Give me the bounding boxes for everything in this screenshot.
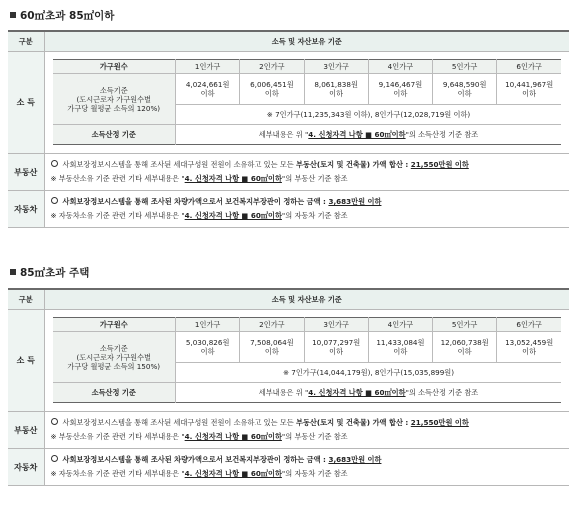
text-ref: 4. 신청자격 나항 ■ 60㎡이하 xyxy=(184,211,282,220)
col-header-category: 구분 xyxy=(8,289,44,310)
car-line-1 xyxy=(51,455,566,465)
income-value-5 xyxy=(433,332,497,363)
text-bold: 보건복지부장관이 정하는 금액 xyxy=(225,455,321,464)
car-line-1 xyxy=(51,197,566,207)
income-standard-label xyxy=(53,332,176,383)
text-bold: 부동산(토지 및 건축물) xyxy=(296,160,371,169)
calc-text-post: "의 소득산정 기준 참조 xyxy=(405,130,479,139)
value-text: 10,441,967원 xyxy=(505,80,554,89)
inner-header-household: 가구원수 xyxy=(53,318,176,332)
income-value-4 xyxy=(368,332,432,363)
income-value-4 xyxy=(368,74,432,105)
value-text: 10,077,297원 xyxy=(312,338,361,347)
car-label: 자동차 xyxy=(8,191,44,228)
inner-header-4: 4인가구 xyxy=(368,318,432,332)
section-2-title xyxy=(10,265,89,280)
income-value-5 xyxy=(433,74,497,105)
inner-header-6: 6인가구 xyxy=(497,318,561,332)
col-header-category: 구분 xyxy=(8,31,44,52)
value-text: 5,030,826원 xyxy=(185,338,230,347)
income-value-1 xyxy=(176,74,240,105)
value-text: 4,024,661원 xyxy=(185,80,230,89)
property-line-1 xyxy=(51,160,566,170)
income-table xyxy=(53,59,562,145)
income-value-6 xyxy=(497,74,561,105)
inner-header-6: 6인가구 xyxy=(497,60,561,74)
income-standard-line-2: (도시근로자 가구원수별 xyxy=(76,352,152,362)
income-standard-line-1: 소득기준 xyxy=(99,85,128,95)
property-label: 부동산 xyxy=(8,154,44,191)
text-ref: 4. 신청자격 나항 ■ 60㎡이하 xyxy=(184,432,282,441)
circle-bullet-icon xyxy=(51,455,58,462)
inner-header-3: 3인가구 xyxy=(304,318,368,332)
property-cell xyxy=(44,412,569,449)
value-suffix: 이하 xyxy=(264,89,279,98)
value-text: 13,052,459원 xyxy=(505,338,554,347)
car-line-2 xyxy=(51,469,566,479)
criteria-table-2 xyxy=(8,288,569,486)
income-standard-line-1: 소득기준 xyxy=(99,343,128,353)
text: ※ 부동산소유 기준 관련 기타 세부내용은 " xyxy=(50,174,185,183)
calc-text-ref: 4. 신청자격 나항 ■ 60㎡이하 xyxy=(308,130,406,139)
income-value-3 xyxy=(304,332,368,363)
square-bullet-icon xyxy=(10,12,16,18)
square-bullet-icon xyxy=(10,269,16,275)
inner-header-5: 5인가구 xyxy=(433,60,497,74)
inner-header-1: 1인가구 xyxy=(176,318,240,332)
text: 사회보장정보시스템을 통해 조사된 차량가액으로서 xyxy=(62,455,226,464)
text: "의 부동산 기준 참조 xyxy=(281,174,348,183)
value-suffix: 이하 xyxy=(200,347,215,356)
calc-standard-label: 소득산정 기준 xyxy=(53,125,176,145)
property-cell xyxy=(44,154,569,191)
text: 사회보장정보시스템을 통해 조사된 차량가액으로서 xyxy=(62,197,226,206)
text: ※ 자동차소유 기준 관련 기타 세부내용은 " xyxy=(50,469,185,478)
criteria-table-1 xyxy=(8,30,569,228)
text-underlined: 21,550만원 이하 xyxy=(410,160,469,169)
calc-text-pre: 세부내용은 위 " xyxy=(258,130,309,139)
value-text: 7,508,064원 xyxy=(250,338,294,347)
inner-header-4: 4인가구 xyxy=(368,60,432,74)
text: 가액 합산 : xyxy=(370,418,411,427)
income-cell xyxy=(44,52,569,154)
value-suffix: 이하 xyxy=(522,347,537,356)
car-cell xyxy=(44,191,569,228)
car-line-2 xyxy=(51,211,566,221)
value-suffix: 이하 xyxy=(329,347,344,356)
income-label: 소 득 xyxy=(8,310,44,412)
car-cell xyxy=(44,449,569,486)
value-suffix: 이하 xyxy=(329,89,344,98)
calc-text-ref: 4. 신청자격 나항 ■ 60㎡이하 xyxy=(308,388,406,397)
value-suffix: 이하 xyxy=(393,347,408,356)
text-underlined: 3,683만원 이하 xyxy=(328,455,382,464)
property-line-2 xyxy=(51,432,566,442)
calc-standard-text xyxy=(176,383,562,403)
text: ※ 부동산소유 기준 관련 기타 세부내용은 " xyxy=(50,432,185,441)
property-label: 부동산 xyxy=(8,412,44,449)
household-note: ※ 7인가구(14,044,179원), 8인가구(15,035,899원) xyxy=(176,363,562,383)
value-suffix: 이하 xyxy=(393,89,408,98)
income-standard-line-3: 가구당 월평균 소득의 150%) xyxy=(67,361,161,371)
value-suffix: 이하 xyxy=(457,347,472,356)
income-value-2 xyxy=(240,332,304,363)
col-header-criteria: 소득 및 자산보유 기준 xyxy=(44,289,569,310)
calc-standard-text xyxy=(176,125,562,145)
calc-standard-label: 소득산정 기준 xyxy=(53,383,176,403)
text: "의 부동산 기준 참조 xyxy=(281,432,348,441)
section-title-text: 60㎡초과 85㎡이하 xyxy=(20,10,115,22)
section-title-text: 85㎡초과 주택 xyxy=(20,267,90,279)
inner-header-3: 3인가구 xyxy=(304,60,368,74)
text: : xyxy=(320,455,329,464)
text-ref: 4. 신청자격 나항 ■ 60㎡이하 xyxy=(184,174,282,183)
section-1-title xyxy=(10,8,114,23)
circle-bullet-icon xyxy=(51,197,58,204)
text: 사회보장정보시스템을 통해 조사된 세대구성원 전원이 소유하고 있는 모든 xyxy=(62,418,297,427)
inner-header-2: 2인가구 xyxy=(240,318,304,332)
income-value-2 xyxy=(240,74,304,105)
property-line-2 xyxy=(51,174,566,184)
income-cell xyxy=(44,310,569,412)
calc-text-pre: 세부내용은 위 " xyxy=(258,388,309,397)
inner-header-5: 5인가구 xyxy=(433,318,497,332)
value-suffix: 이하 xyxy=(457,89,472,98)
household-note: ※ 7인가구(11,235,343원 이하), 8인가구(12,028,719원 이하) xyxy=(176,105,562,125)
text-bold: 보건복지부장관이 정하는 금액 xyxy=(225,197,321,206)
inner-header-2: 2인가구 xyxy=(240,60,304,74)
value-suffix: 이하 xyxy=(200,89,215,98)
text: "의 자동차 기준 참조 xyxy=(281,469,348,478)
circle-bullet-icon xyxy=(51,160,58,167)
circle-bullet-icon xyxy=(51,418,58,425)
value-text: 11,433,084원 xyxy=(376,338,425,347)
income-table xyxy=(53,317,562,403)
text: : xyxy=(320,197,329,206)
text-underlined: 21,550만원 이하 xyxy=(410,418,469,427)
text-underlined: 3,683만원 이하 xyxy=(328,197,382,206)
income-standard-line-3: 가구당 월평균 소득의 120%) xyxy=(67,103,161,113)
col-header-criteria: 소득 및 자산보유 기준 xyxy=(44,31,569,52)
text: 사회보장정보시스템을 통해 조사된 세대구성원 전원이 소유하고 있는 모든 xyxy=(62,160,297,169)
text: ※ 자동차소유 기준 관련 기타 세부내용은 " xyxy=(50,211,185,220)
value-suffix: 이하 xyxy=(264,347,279,356)
income-value-6 xyxy=(497,332,561,363)
value-text: 6,006,451원 xyxy=(250,80,294,89)
text: 가액 합산 : xyxy=(370,160,411,169)
value-text: 9,648,590원 xyxy=(442,80,487,89)
calc-text-post: "의 소득산정 기준 참조 xyxy=(405,388,479,397)
value-text: 9,146,467원 xyxy=(378,80,423,89)
income-value-3 xyxy=(304,74,368,105)
income-label: 소 득 xyxy=(8,52,44,154)
income-standard-label xyxy=(53,74,176,125)
value-text: 8,061,838원 xyxy=(314,80,358,89)
text-bold: 부동산(토지 및 건축물) xyxy=(296,418,371,427)
inner-header-household: 가구원수 xyxy=(53,60,176,74)
car-label: 자동차 xyxy=(8,449,44,486)
property-line-1 xyxy=(51,418,566,428)
value-suffix: 이하 xyxy=(522,89,537,98)
text: "의 자동차 기준 참조 xyxy=(281,211,348,220)
income-standard-line-2: (도시근로자 가구원수별 xyxy=(76,94,152,104)
text-ref: 4. 신청자격 나항 ■ 60㎡이하 xyxy=(184,469,282,478)
inner-header-1: 1인가구 xyxy=(176,60,240,74)
income-value-1 xyxy=(176,332,240,363)
value-text: 12,060,738원 xyxy=(440,338,489,347)
